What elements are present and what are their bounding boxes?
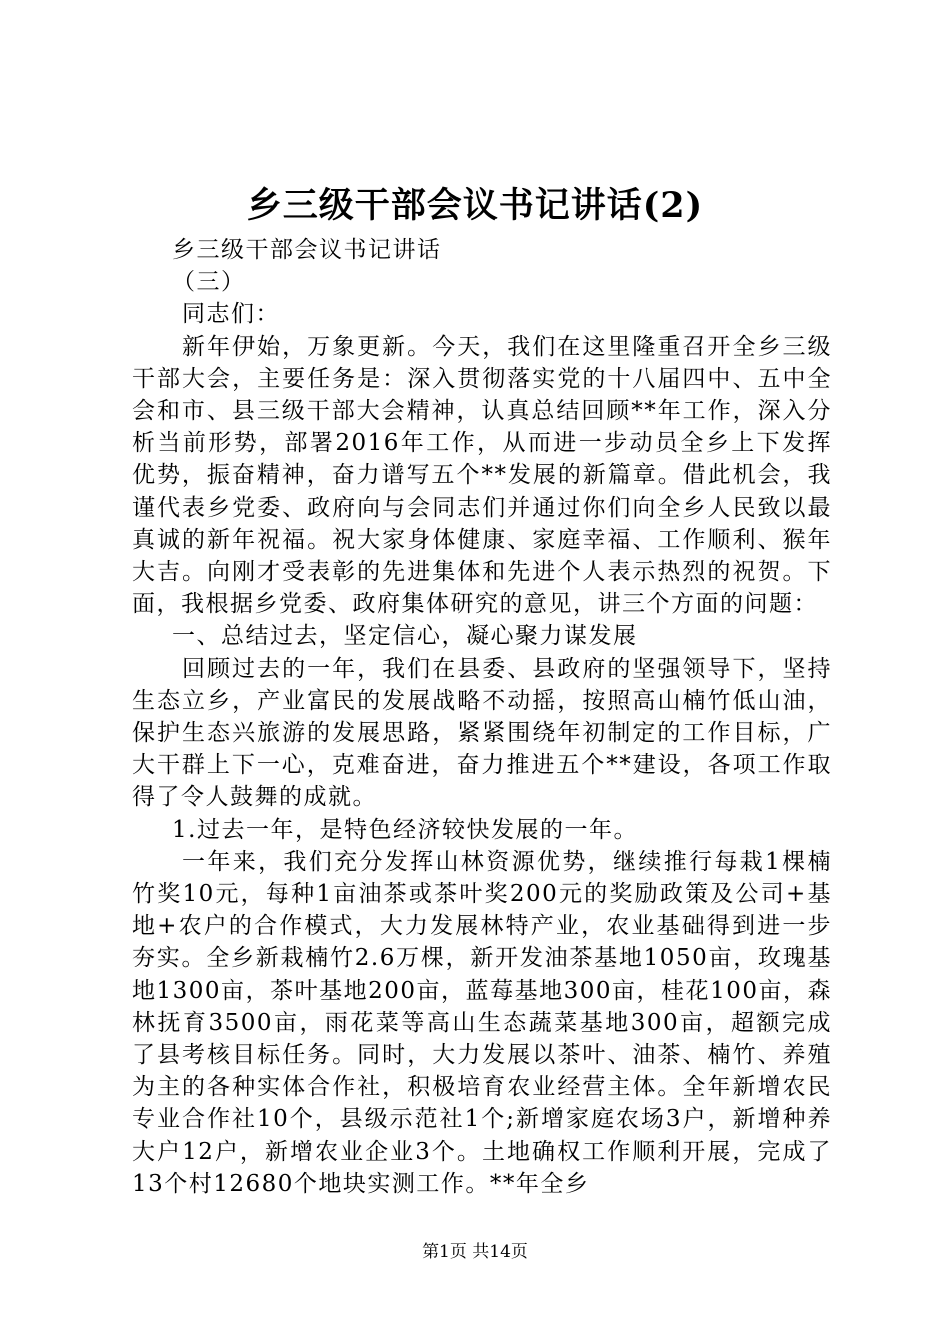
body-paragraph: 新年伊始，万象更新。今天，我们在这里隆重召开全乡三级干部大会，主要任务是：深入贯彻落实党的十八届四中、五中全会和市、县三级干部大会精神，认真总结回顾**年工作，深入分析当前形势，部署2016年工作，从而进一步动员全乡上下发挥优势，振奋精神，奋力谱写五个**发展的新篇章。借此机会，我谨代表乡党委、政府向与会同志们并通过你们向全乡人民致以最真诚的新年祝福。祝大家身体健康、家庭幸福、工作顺利、猴年大吉。向刚才受表彰的先进集体和先进个人表示热烈的祝贺。下面，我根据乡党委、政府集体研究的意见，讲三个方面的问题： — [132, 333, 832, 618]
salutation-paragraph: 同志们： — [182, 301, 280, 328]
subtitle-paragraph: 乡三级干部会议书记讲话 — [172, 237, 442, 263]
document-title: 乡三级干部会议书记讲话(2) — [246, 185, 704, 226]
subsection-heading: 1.过去一年，是特色经济较快发展的一年。 — [172, 816, 638, 843]
page-footer: 第1页 共14页 — [422, 1242, 528, 1262]
body-paragraph: 回顾过去的一年，我们在县委、县政府的坚强领导下，坚持生态立乡，产业富民的发展战略不动摇，按照高山楠竹低山油，保护生态兴旅游的发展思路，紧紧围绕年初制定的工作目标，广大干群上下一心，克难奋进，奋力推进五个**建设，各项工作取得了令人鼓舞的成就。 — [132, 655, 832, 811]
body-paragraph: 一年来，我们充分发挥山林资源优势，继续推行每栽1棵楠竹奖10元，每种1亩油茶或茶叶奖200元的奖励政策及公司+基地+农户的合作模式，大力发展林特产业，农业基础得到进一步夯实。全乡新栽楠竹2.6万棵，新开发油茶基地1050亩，玫瑰基地1300亩，茶叶基地200亩，蓝莓基地300亩，桂花100亩，森林抚育3500亩，雨花菜等高山生态蔬菜基地300亩，超额完成了县考核目标任务。同时，大力发展以茶叶、油茶、楠竹、养殖为主的各种实体合作社，积极培育农业经营主体。全年新增农民专业合作社10个，县级示范社1个;新增家庭农场3户，新增种养大户12户，新增农业企业3个。土地确权工作顺利开展，完成了13个村12680个地块实测工作。**年全乡 — [132, 848, 832, 1197]
section-number-paragraph: （三） — [172, 269, 246, 296]
document-body — [132, 234, 832, 1200]
section-heading: 一、总结过去，坚定信心，凝心聚力谋发展 — [172, 623, 638, 650]
